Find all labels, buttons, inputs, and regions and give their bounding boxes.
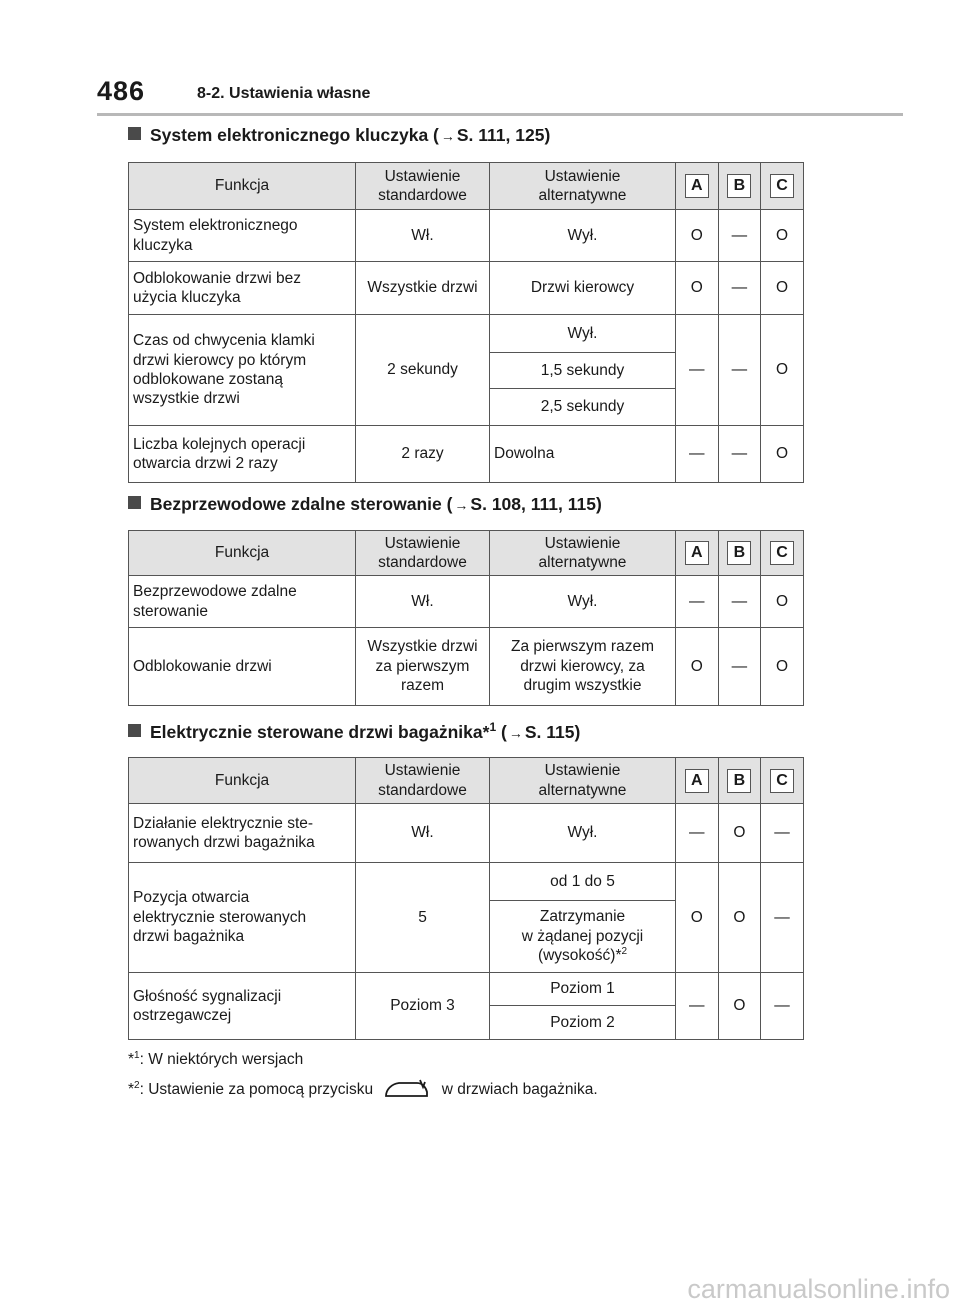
header-a: A: [676, 531, 719, 576]
header-b: B: [718, 758, 761, 804]
cell-function: Działanie elektrycznie ste- rowanych drzwi bagażnika: [129, 804, 356, 863]
square-bullet-icon: [128, 496, 141, 509]
footnote-1: *$^1$: W niektórych wersjach: [128, 1050, 304, 1069]
header-c: C: [761, 531, 804, 576]
cell-function: Pozycja otwarcia elektrycznie sterowanych drzwi bagażnika: [129, 863, 356, 973]
table-row: [129, 576, 804, 628]
cell-alternative: Wył.: [490, 804, 676, 863]
cell-function: Głośność sygnalizacji ostrzegawczej: [129, 973, 356, 1040]
table-header-row: [129, 531, 804, 576]
header-standard: Ustawienie standardowe: [356, 163, 490, 210]
cell-alternative: Dowolna: [490, 426, 676, 483]
cell-b: —: [718, 210, 761, 262]
page-number: 486: [97, 76, 146, 106]
cell-c: —: [761, 973, 804, 1040]
cell-alternative: 2,5 sekundy: [490, 389, 676, 426]
cell-c: O: [761, 210, 804, 262]
cell-function: Bezprzewodowe zdalne sterowanie: [129, 576, 356, 628]
cell-alternative: Poziom 2: [490, 1006, 676, 1040]
header-c: C: [761, 163, 804, 210]
chapter-title: 8-2. Ustawienia własne: [197, 85, 371, 102]
page-header: [97, 76, 903, 116]
cell-c: O: [761, 426, 804, 483]
cell-b: —: [718, 262, 761, 315]
table-row: [129, 210, 804, 262]
table-row: [129, 804, 804, 863]
cell-b: —: [718, 315, 761, 426]
header-alternative: Ustawienie alternatywne: [490, 531, 676, 576]
header-funkcja: Funkcja: [129, 758, 356, 804]
cell-c: O: [761, 262, 804, 315]
arrow-right-icon: →: [440, 128, 455, 144]
cell-standard: Wł.: [356, 576, 490, 628]
header-alternative: Ustawienie alternatywne: [490, 163, 676, 210]
header-a: A: [676, 163, 719, 210]
header-alternative: Ustawienie alternatywne: [490, 758, 676, 804]
cell-b: O: [718, 804, 761, 863]
table-row: [129, 262, 804, 315]
section-title-smart-key: System elektronicznego kluczyka ( → S. 111, 125): [128, 125, 550, 146]
cell-a: —: [676, 973, 719, 1040]
table-power-tailgate: [128, 757, 804, 1040]
footnote-2: *$^2$: Ustawienie za pomocą przycisku w drzwiach bagażnika.: [128, 1078, 598, 1105]
cell-a: —: [676, 576, 719, 628]
cell-alternative: Za pierwszym razem drzwi kierowcy, za drugim wszystkie: [490, 628, 676, 706]
table-row: [129, 973, 804, 1006]
cell-function: System elektronicznego kluczyka: [129, 210, 356, 262]
arrow-right-icon: →: [454, 497, 469, 513]
table-row: [129, 628, 804, 706]
header-c: C: [761, 758, 804, 804]
cell-a: —: [676, 426, 719, 483]
table-row: [129, 426, 804, 483]
cell-b: O: [718, 863, 761, 973]
cell-alternative: Zatrzymanie w żądanej pozycji (wysokość)*$^2$: [490, 901, 676, 973]
cell-b: —: [718, 628, 761, 706]
table-header-row: [129, 163, 804, 210]
cell-b: —: [718, 426, 761, 483]
cell-standard: Wł.: [356, 210, 490, 262]
cell-c: —: [761, 863, 804, 973]
cell-a: O: [676, 863, 719, 973]
cell-a: —: [676, 315, 719, 426]
cell-standard: Wszystkie drzwi: [356, 262, 490, 315]
table-row: [129, 863, 804, 901]
cell-b: —: [718, 576, 761, 628]
header-funkcja: Funkcja: [129, 531, 356, 576]
section-title-power-tailgate: Elektrycznie sterowane drzwi bagażnika*$^1$ ( → S. 115): [128, 720, 580, 743]
cell-a: O: [676, 262, 719, 315]
cell-b: O: [718, 973, 761, 1040]
header-funkcja: Funkcja: [129, 163, 356, 210]
header-standard: Ustawienie standardowe: [356, 531, 490, 576]
cell-alternative: Wył.: [490, 210, 676, 262]
table-remote: [128, 530, 804, 706]
square-bullet-icon: [128, 127, 141, 140]
cell-alternative: Drzwi kierowcy: [490, 262, 676, 315]
cell-standard: 5: [356, 863, 490, 973]
cell-function: Odblokowanie drzwi: [129, 628, 356, 706]
section-title-remote: Bezprzewodowe zdalne sterowanie ( → S. 108, 111, 115): [128, 494, 602, 515]
cell-alternative: 1,5 sekundy: [490, 353, 676, 389]
square-bullet-icon: [128, 724, 141, 737]
cell-a: —: [676, 804, 719, 863]
cell-function: Liczba kolejnych operacji otwarcia drzwi 2 razy: [129, 426, 356, 483]
cell-function: Czas od chwycenia klamki drzwi kierowcy po którym odblokowane zostaną wszystkie drzwi: [129, 315, 356, 426]
header-standard: Ustawienie standardowe: [356, 758, 490, 804]
cell-c: —: [761, 804, 804, 863]
cell-c: O: [761, 576, 804, 628]
table-header-row: [129, 758, 804, 804]
cell-standard: 2 sekundy: [356, 315, 490, 426]
cell-alternative: Wył.: [490, 576, 676, 628]
cell-standard: 2 razy: [356, 426, 490, 483]
watermark: carmanualsonline.info: [687, 1274, 950, 1304]
cell-c: O: [761, 315, 804, 426]
cell-standard: Poziom 3: [356, 973, 490, 1040]
cell-a: O: [676, 628, 719, 706]
cell-function: Odblokowanie drzwi bez użycia kluczyka: [129, 262, 356, 315]
header-rule: [97, 113, 903, 116]
table-row: [129, 315, 804, 353]
cell-alternative: od 1 do 5: [490, 863, 676, 901]
table-smart-key: [128, 162, 804, 483]
cell-alternative: Wył.: [490, 315, 676, 353]
cell-standard: Wł.: [356, 804, 490, 863]
cell-a: O: [676, 210, 719, 262]
tailgate-button-icon: [383, 1078, 431, 1105]
cell-alternative: Poziom 1: [490, 973, 676, 1006]
arrow-right-icon: →: [508, 724, 523, 741]
header-b: B: [718, 531, 761, 576]
cell-c: O: [761, 628, 804, 706]
cell-standard: Wszystkie drzwi za pierwszym razem: [356, 628, 490, 706]
header-b: B: [718, 163, 761, 210]
header-a: A: [676, 758, 719, 804]
